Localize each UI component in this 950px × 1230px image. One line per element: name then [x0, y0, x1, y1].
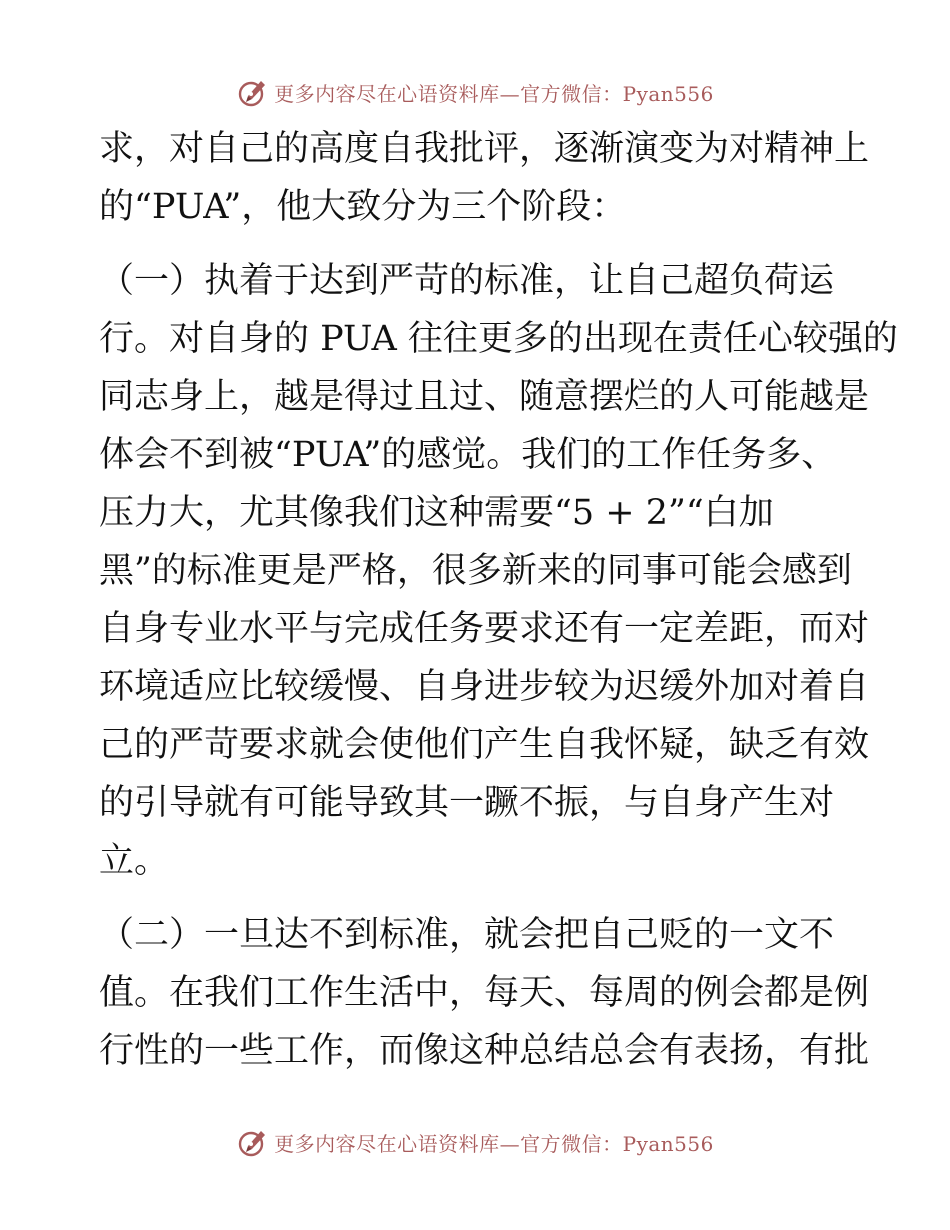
document-body — [99, 120, 898, 1080]
header-watermark — [0, 72, 950, 112]
text-line: 的引导就有可能导致其一蹶不振，与自身产生对 — [99, 783, 835, 823]
text-line: 行。对自身的 PUA 往往更多的出现在责任心较强的 — [99, 319, 898, 359]
watermark-text: 更多内容尽在心语资料库—官方微信：Pyan556 — [274, 81, 714, 106]
text-line: 行性的一些工作，而像这种总结总会有表扬，有批 — [99, 1031, 870, 1071]
text-line: 压力大，尤其像我们这种需要“5 + 2”“白加 — [99, 493, 774, 533]
text-line: 求，对自己的高度自我批评，逐渐演变为对精神上 — [99, 129, 870, 169]
text-line: 体会不到被“PUA”的感觉。我们的工作任务多、 — [99, 435, 837, 475]
paragraph — [99, 252, 898, 890]
text-line: 的“PUA”，他大致分为三个阶段： — [99, 187, 627, 227]
paragraph — [99, 906, 870, 1080]
text-line: 立。 — [99, 841, 170, 881]
text-line: 同志身上，越是得过且过、随意摆烂的人可能越是 — [99, 377, 870, 417]
watermark-text: 更多内容尽在心语资料库—官方微信：Pyan556 — [274, 1131, 714, 1156]
text-line: 环境适应比较缓慢、自身进步较为迟缓外加对着自 — [99, 667, 870, 707]
text-line: 己的严苛要求就会使他们产生自我怀疑，缺乏有效 — [99, 725, 870, 765]
text-line: （二）一旦达不到标准，就会把自己贬的一文不 — [99, 915, 835, 955]
text-line: 自身专业水平与完成任务要求还有一定差距，而对 — [99, 609, 870, 649]
pen-nib-circle-icon — [236, 75, 270, 109]
footer-watermark — [0, 1122, 950, 1162]
text-line: 值。在我们工作生活中，每天、每周的例会都是例 — [99, 973, 870, 1013]
paragraph — [99, 120, 870, 236]
text-line: （一）执着于达到严苛的标准，让自己超负荷运 — [99, 261, 835, 301]
text-line: 黑”的标准更是严格，很多新来的同事可能会感到 — [99, 551, 852, 591]
pen-nib-circle-icon — [236, 1125, 270, 1159]
